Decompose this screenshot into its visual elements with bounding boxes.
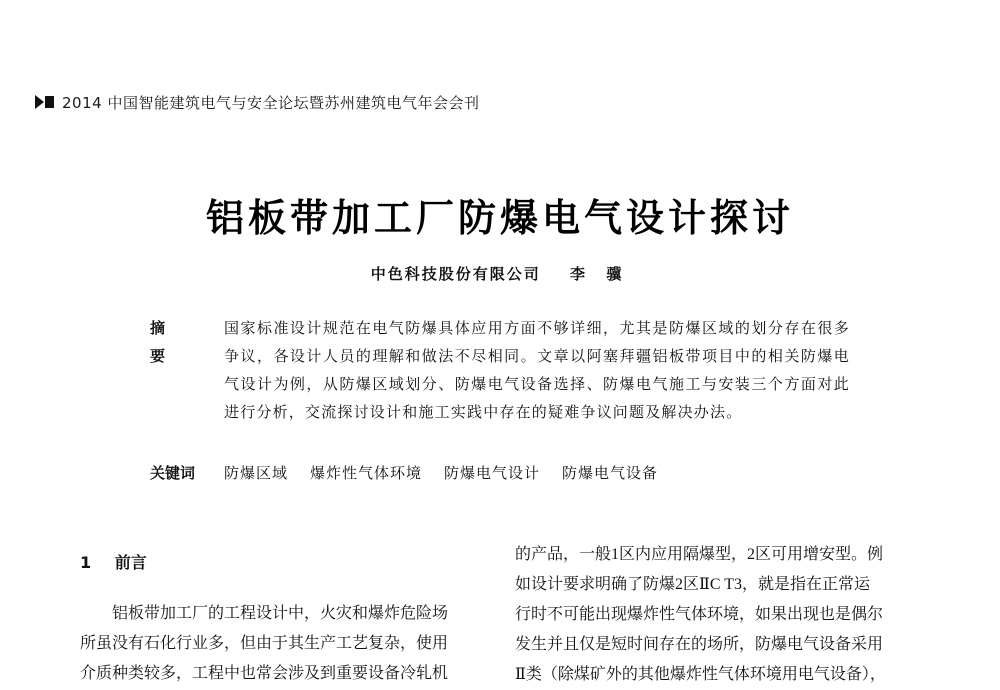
abstract-label: 摘 要 bbox=[150, 319, 182, 365]
keyword: 爆炸性气体环境 bbox=[310, 464, 423, 482]
paper-title: 铝板带加工厂防爆电气设计探讨 bbox=[205, 196, 794, 240]
body-line: 行时不可能出现爆炸性气体环境，如果出现也是偶尔 bbox=[515, 606, 884, 623]
keyword: 防爆电气设计 bbox=[444, 464, 541, 482]
keywords-block bbox=[150, 461, 680, 485]
body-column-right bbox=[515, 540, 915, 690]
section-number: 1 bbox=[80, 553, 92, 572]
body-line: 发生并且仅是短时间存在的场所，防爆电气设备采用 bbox=[515, 636, 884, 653]
author-line bbox=[0, 263, 1000, 284]
body-line: 如设计要求明确了防爆2区ⅡC T3，就是指在正常运 bbox=[515, 576, 871, 593]
section-title: 前言 bbox=[114, 553, 147, 572]
body-column-left bbox=[80, 539, 480, 689]
abstract-block bbox=[150, 314, 850, 426]
body-paragraph bbox=[80, 599, 480, 689]
running-title: 2014 中国智能建筑电气与安全论坛暨苏州建筑电气年会会刊 bbox=[62, 93, 480, 112]
running-header bbox=[35, 91, 479, 113]
section-marker-icon bbox=[35, 95, 54, 109]
affiliation: 中色科技股份有限公司 bbox=[370, 265, 541, 283]
keywords-label: 关键词 bbox=[150, 464, 196, 482]
body-paragraph bbox=[515, 540, 915, 690]
keyword: 防爆区域 bbox=[224, 464, 289, 482]
body-line: 的产品，一般1区内应用隔爆型，2区可用增安型。例 bbox=[515, 546, 884, 563]
keyword: 防爆电气设备 bbox=[562, 464, 659, 482]
section-heading bbox=[80, 551, 480, 575]
body-line: 介质种类较多，工程中也常会涉及到重要设备冷轧机 bbox=[80, 665, 449, 682]
author-name: 李 骥 bbox=[570, 265, 630, 283]
body-line: 铝板带加工厂的工程设计中，火灾和爆炸危险场 bbox=[112, 605, 449, 622]
abstract-text: 国家标准设计规范在电气防爆具体应用方面不够详细，尤其是防爆区域的划分存在很多争议，各设计人员的理解和做法不尽相同。文章以阿塞拜疆铝板带项目中的相关防爆电气设计为例，从防爆区域划分、防爆电气设备选择、防爆电气施工与安装三个方面对此进行分析，交流探讨设计和施工实践中存在的疑难争议问题及解决办法。 bbox=[224, 319, 850, 421]
body-line: 所虽没有石化行业多，但由于其生产工艺复杂，使用 bbox=[80, 635, 449, 652]
body-line: Ⅱ类（除煤矿外的其他爆炸性气体环境用电气设备）， bbox=[515, 666, 886, 683]
